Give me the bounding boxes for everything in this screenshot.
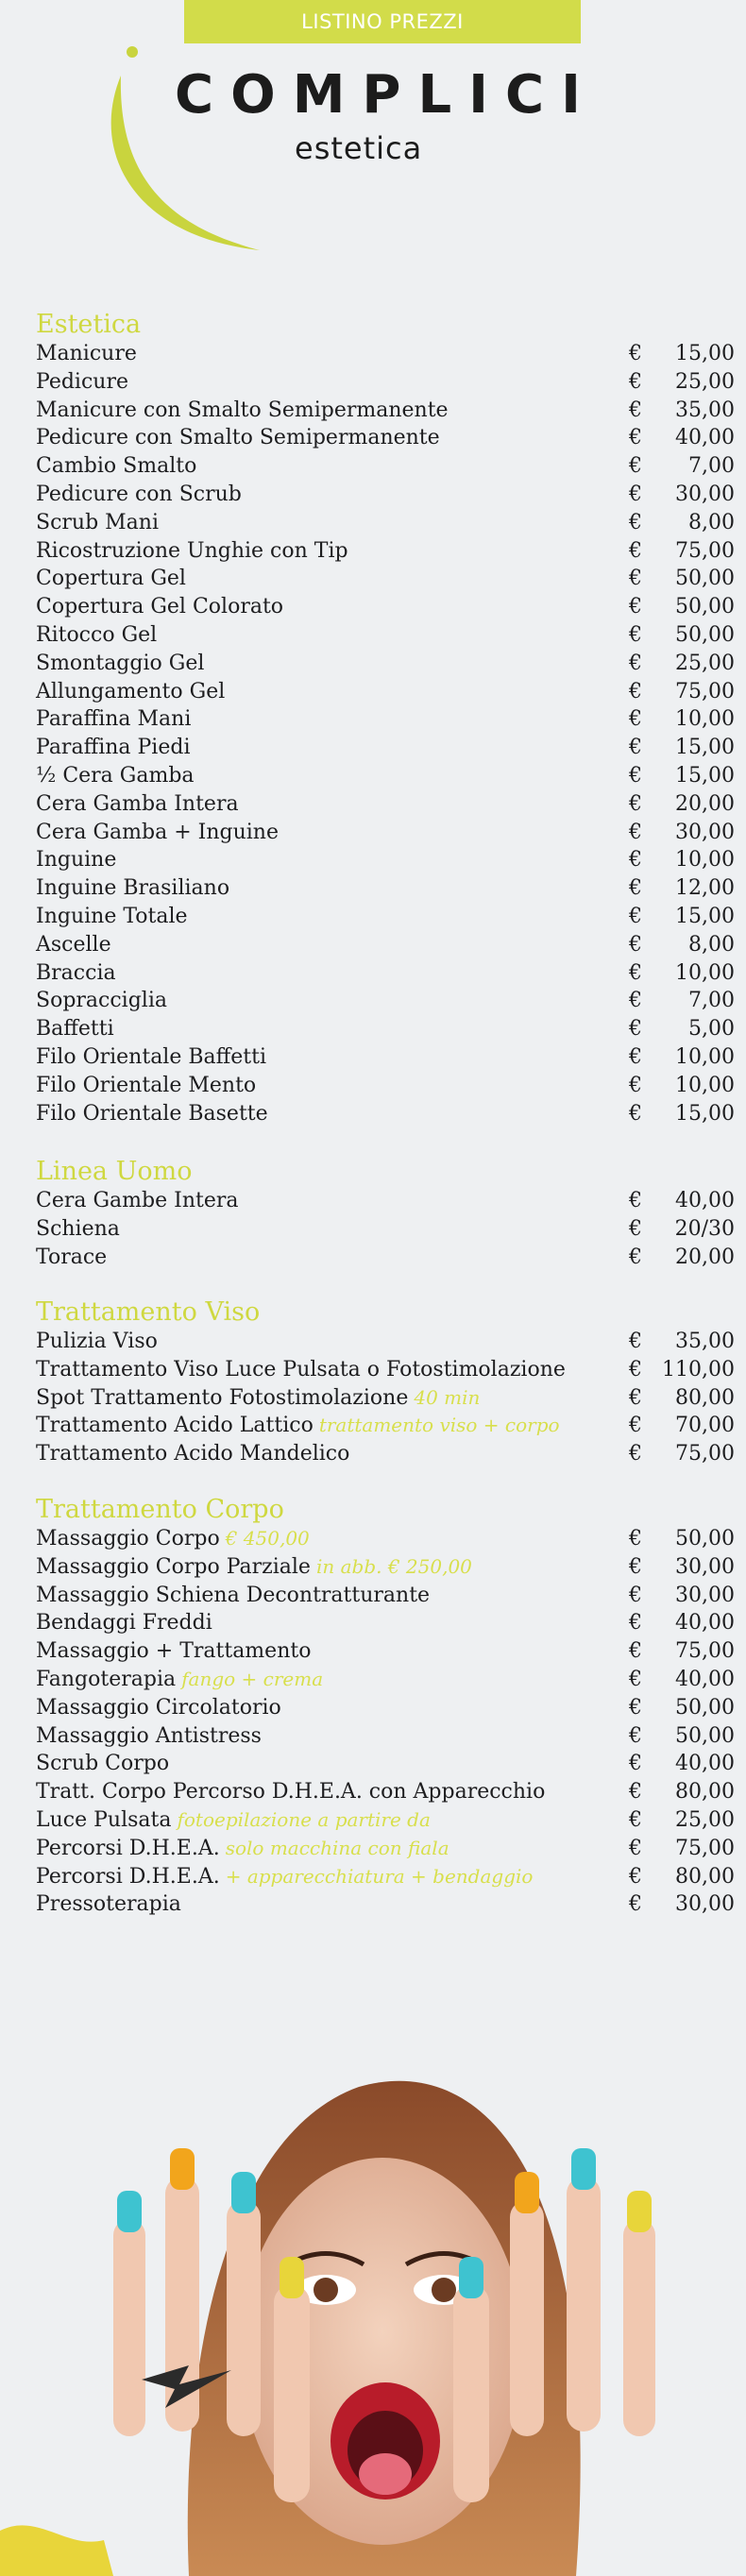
price-row — [36, 1668, 735, 1696]
service-label: Massaggio Antistress — [36, 1723, 262, 1748]
currency-symbol: € — [629, 369, 642, 394]
service-label: Bendaggi Freddi — [36, 1611, 212, 1635]
currency-symbol: € — [629, 932, 642, 957]
service-name — [36, 1808, 431, 1832]
service-name — [36, 567, 186, 590]
price-row — [36, 821, 735, 849]
service-label: Braccia — [36, 960, 116, 985]
currency-symbol: € — [629, 538, 642, 563]
currency-symbol: € — [629, 1864, 642, 1889]
service-price: 15,00 — [675, 763, 735, 788]
service-label: Spot Trattamento Fotostimolazione — [36, 1385, 409, 1410]
price-row — [36, 1442, 735, 1470]
price-row — [36, 1386, 735, 1415]
service-name — [36, 905, 188, 928]
service-label: Allungamento Gel — [36, 679, 226, 703]
service-label: Baffetti — [36, 1017, 114, 1042]
service-label: Massaggio Corpo — [36, 1527, 220, 1551]
service-name — [36, 1246, 107, 1269]
service-name — [36, 595, 283, 619]
service-price: 10,00 — [675, 960, 735, 985]
banner-listino-prezzi: LISTINO PREZZI — [184, 0, 581, 43]
service-price: 12,00 — [675, 876, 735, 901]
service-price: 40,00 — [675, 1611, 735, 1635]
trattamento-viso-list — [36, 1330, 735, 1470]
price-row — [36, 848, 735, 876]
service-price: 40,00 — [675, 426, 735, 450]
currency-symbol: € — [629, 510, 642, 534]
currency-symbol: € — [629, 1752, 642, 1776]
service-price: 20,00 — [675, 791, 735, 816]
service-name — [36, 961, 116, 985]
price-row — [36, 652, 735, 680]
price-row — [36, 1102, 735, 1130]
service-label: Filo Orientale Mento — [36, 1073, 257, 1097]
service-price: 50,00 — [675, 595, 735, 619]
estetica-list — [36, 342, 735, 1129]
currency-symbol: € — [629, 1723, 642, 1748]
price-row — [36, 595, 735, 623]
service-price: 75,00 — [675, 1442, 735, 1466]
service-label: Ricostruzione Unghie con Tip — [36, 538, 348, 563]
service-price: 50,00 — [675, 1723, 735, 1748]
currency-symbol: € — [629, 1836, 642, 1860]
service-price: 25,00 — [675, 1807, 735, 1832]
section-title-linea-uomo: Linea Uomo — [36, 1157, 193, 1186]
price-row — [36, 1045, 735, 1074]
service-price: 15,00 — [675, 904, 735, 928]
currency-symbol: € — [629, 1414, 642, 1438]
service-label: Ritocco Gel — [36, 622, 158, 647]
service-name — [36, 1045, 266, 1069]
currency-symbol: € — [629, 1101, 642, 1126]
currency-symbol: € — [629, 1639, 642, 1664]
brand-name: COMPLICI — [175, 64, 598, 126]
price-row — [36, 1892, 735, 1921]
service-price: 50,00 — [675, 622, 735, 647]
service-name — [36, 876, 229, 900]
service-price: 8,00 — [688, 510, 735, 534]
service-price: 8,00 — [688, 932, 735, 957]
price-row — [36, 1865, 735, 1893]
service-label: Sopracciglia — [36, 989, 167, 1013]
service-label: Inguine — [36, 848, 117, 873]
currency-symbol: € — [629, 989, 642, 1013]
price-row — [36, 1780, 735, 1808]
service-note: solo macchina con fiala — [225, 1836, 449, 1859]
service-price: 70,00 — [675, 1414, 735, 1438]
service-label: Pressoterapia — [36, 1892, 181, 1917]
price-row — [36, 483, 735, 511]
currency-symbol: € — [629, 595, 642, 619]
service-label: Trattamento Acido Mandelico — [36, 1442, 350, 1466]
service-price: 10,00 — [675, 1044, 735, 1069]
service-name — [36, 1386, 480, 1410]
service-price: 40,00 — [675, 1189, 735, 1212]
service-name — [36, 1358, 566, 1381]
price-row — [36, 1074, 735, 1102]
service-label: Scrub Mani — [36, 510, 160, 534]
service-name — [36, 680, 225, 703]
service-name — [36, 539, 348, 563]
service-price: 35,00 — [675, 398, 735, 422]
service-label: Filo Orientale Basette — [36, 1101, 268, 1126]
service-price: 30,00 — [675, 1892, 735, 1917]
currency-symbol: € — [629, 651, 642, 675]
price-row — [36, 567, 735, 595]
price-row — [36, 1217, 735, 1246]
service-name — [36, 454, 196, 478]
currency-symbol: € — [629, 960, 642, 985]
currency-symbol: € — [629, 1780, 642, 1805]
price-row — [36, 398, 735, 427]
service-label: Filo Orientale Baffetti — [36, 1044, 267, 1069]
linea-uomo-list — [36, 1189, 735, 1273]
service-price: 75,00 — [675, 538, 735, 563]
service-price: 110,00 — [662, 1357, 735, 1381]
service-note: € 450,00 — [225, 1527, 310, 1550]
service-name — [36, 736, 191, 759]
trattamento-corpo-list — [36, 1527, 735, 1921]
service-name — [36, 764, 195, 788]
service-label: Fangoterapia — [36, 1667, 177, 1691]
currency-symbol: € — [629, 567, 642, 591]
service-name — [36, 398, 449, 422]
service-price: 10,00 — [675, 707, 735, 732]
service-note: + apparecchiatura + bendaggio — [225, 1864, 534, 1888]
service-price: 40,00 — [675, 1752, 735, 1776]
service-name — [36, 933, 111, 957]
service-name — [36, 1865, 533, 1889]
service-label: ½ Cera Gamba — [36, 763, 195, 788]
price-row — [36, 1752, 735, 1780]
service-label: Percorsi D.H.E.A. — [36, 1864, 220, 1889]
service-name — [36, 707, 191, 731]
service-name — [36, 1696, 281, 1720]
currency-symbol: € — [629, 1385, 642, 1410]
service-name — [36, 1330, 158, 1353]
price-row — [36, 876, 735, 905]
price-row — [36, 1246, 735, 1274]
price-row — [36, 1555, 735, 1584]
service-name — [36, 1555, 472, 1579]
service-price: 35,00 — [675, 1330, 735, 1353]
service-price: 20,00 — [675, 1245, 735, 1269]
service-name — [36, 1217, 120, 1241]
currency-symbol: € — [629, 904, 642, 928]
price-row — [36, 370, 735, 398]
service-label: Pedicure — [36, 369, 128, 394]
service-label: Inguine Totale — [36, 904, 188, 928]
price-row — [36, 961, 735, 990]
currency-symbol: € — [629, 622, 642, 647]
service-label: Cambio Smalto — [36, 454, 197, 479]
service-label: Copertura Gel Colorato — [36, 595, 284, 619]
service-name — [36, 1102, 268, 1126]
price-row — [36, 1837, 735, 1865]
currency-symbol: € — [629, 1330, 642, 1353]
service-price: 10,00 — [675, 1073, 735, 1097]
price-row — [36, 933, 735, 961]
price-row — [36, 1358, 735, 1386]
service-price: 15,00 — [675, 1101, 735, 1126]
price-row — [36, 905, 735, 933]
service-note: fango + crema — [181, 1667, 324, 1690]
currency-symbol: € — [629, 1017, 642, 1042]
section-title-estetica: Estetica — [36, 310, 142, 339]
service-price: 80,00 — [675, 1780, 735, 1805]
service-name — [36, 821, 279, 844]
price-row — [36, 764, 735, 792]
service-price: 50,00 — [675, 1527, 735, 1551]
service-label: Trattamento Viso Luce Pulsata o Fotostimolazione — [36, 1357, 566, 1381]
currency-symbol: € — [629, 763, 642, 788]
service-price: 80,00 — [675, 1864, 735, 1889]
service-price: 30,00 — [675, 482, 735, 506]
currency-symbol: € — [629, 1611, 642, 1635]
service-label: Cera Gamba + Inguine — [36, 820, 279, 844]
currency-symbol: € — [629, 1667, 642, 1691]
woman-photo-illustration — [0, 1964, 746, 2576]
service-price: 25,00 — [675, 369, 735, 394]
service-note: fotoepilazione a partire da — [177, 1807, 431, 1831]
service-label: Pulizia Viso — [36, 1330, 158, 1353]
currency-symbol: € — [629, 454, 642, 479]
price-row — [36, 623, 735, 652]
service-label: Pedicure con Scrub — [36, 482, 242, 506]
price-row — [36, 454, 735, 483]
service-label: Massaggio + Trattamento — [36, 1639, 312, 1664]
service-price: 7,00 — [688, 989, 735, 1013]
service-label: Cera Gambe Intera — [36, 1189, 239, 1212]
service-label: Inguine Brasiliano — [36, 876, 230, 901]
service-price: 80,00 — [675, 1385, 735, 1410]
service-label: Ascelle — [36, 932, 111, 957]
price-row — [36, 1584, 735, 1612]
currency-symbol: € — [629, 1189, 642, 1212]
service-price: 25,00 — [675, 651, 735, 675]
currency-symbol: € — [629, 1527, 642, 1551]
section-title-trattamento-viso: Trattamento Viso — [36, 1297, 261, 1327]
price-row — [36, 1808, 735, 1837]
service-label: Cera Gamba Intera — [36, 791, 239, 816]
service-label: Scrub Corpo — [36, 1752, 170, 1776]
price-row — [36, 511, 735, 539]
service-name — [36, 1442, 349, 1466]
currency-symbol: € — [629, 1357, 642, 1381]
price-row — [36, 680, 735, 708]
currency-symbol: € — [629, 398, 642, 422]
service-name — [36, 370, 128, 394]
service-label: Tratt. Corpo Percorso D.H.E.A. con Apparecchio — [36, 1780, 546, 1805]
service-label: Copertura Gel — [36, 567, 186, 591]
service-name — [36, 426, 440, 449]
service-name — [36, 848, 116, 872]
currency-symbol: € — [629, 1583, 642, 1607]
currency-symbol: € — [629, 848, 642, 873]
price-row — [36, 792, 735, 821]
service-label: Trattamento Acido Lattico — [36, 1414, 314, 1438]
currency-symbol: € — [629, 791, 642, 816]
service-name — [36, 1584, 430, 1607]
price-row — [36, 1724, 735, 1753]
service-label: Schiena — [36, 1216, 120, 1241]
service-name — [36, 1752, 169, 1775]
currency-symbol: € — [629, 1245, 642, 1269]
brand-subtitle: estetica — [295, 130, 423, 166]
service-label: Paraffina Piedi — [36, 736, 191, 760]
currency-symbol: € — [629, 876, 642, 901]
section-title-trattamento-corpo: Trattamento Corpo — [36, 1495, 284, 1524]
service-name — [36, 1892, 181, 1916]
service-price: 20/30 — [674, 1216, 735, 1241]
currency-symbol: € — [629, 679, 642, 703]
service-price: 75,00 — [675, 1639, 735, 1664]
currency-symbol: € — [629, 1695, 642, 1720]
service-label: Massaggio Circolatorio — [36, 1695, 281, 1720]
currency-symbol: € — [629, 736, 642, 760]
service-label: Smontaggio Gel — [36, 651, 205, 675]
service-label: Torace — [36, 1245, 108, 1269]
service-name — [36, 623, 157, 647]
service-name — [36, 989, 167, 1012]
currency-symbol: € — [629, 426, 642, 450]
service-name — [36, 1837, 449, 1860]
service-price: 50,00 — [675, 1695, 735, 1720]
price-row — [36, 1696, 735, 1724]
price-row — [36, 1330, 735, 1358]
service-name — [36, 1527, 310, 1551]
currency-symbol: € — [629, 1044, 642, 1069]
service-label: Pedicure con Smalto Semipermanente — [36, 426, 440, 450]
service-price: 7,00 — [688, 454, 735, 479]
service-label: Manicure con Smalto Semipermanente — [36, 398, 449, 422]
price-row — [36, 1189, 735, 1217]
service-price: 15,00 — [675, 342, 735, 365]
service-name — [36, 792, 239, 816]
price-row — [36, 1639, 735, 1668]
service-label: Massaggio Corpo Parziale — [36, 1554, 311, 1579]
service-name — [36, 1611, 212, 1635]
price-row — [36, 1017, 735, 1045]
currency-symbol: € — [629, 342, 642, 365]
service-note: trattamento viso + corpo — [318, 1414, 560, 1437]
service-name — [36, 511, 159, 534]
price-row — [36, 1611, 735, 1639]
currency-symbol: € — [629, 820, 642, 844]
currency-symbol: € — [629, 1216, 642, 1241]
service-label: Massaggio Schiena Decontratturante — [36, 1583, 431, 1607]
currency-symbol: € — [629, 482, 642, 506]
service-price: 5,00 — [688, 1017, 735, 1042]
price-row — [36, 736, 735, 764]
service-name — [36, 1017, 114, 1041]
service-price: 30,00 — [675, 1554, 735, 1579]
service-price: 30,00 — [675, 1583, 735, 1607]
service-name — [36, 1074, 256, 1097]
service-price: 50,00 — [675, 567, 735, 591]
service-name — [36, 1639, 311, 1663]
service-price: 15,00 — [675, 736, 735, 760]
service-name — [36, 1724, 262, 1748]
service-label: Manicure — [36, 342, 137, 365]
price-row — [36, 1414, 735, 1442]
service-label: Luce Pulsata — [36, 1807, 172, 1832]
service-name — [36, 1414, 560, 1437]
price-row — [36, 539, 735, 568]
currency-symbol: € — [629, 1892, 642, 1917]
service-name — [36, 1189, 238, 1212]
price-row — [36, 1527, 735, 1555]
price-row — [36, 707, 735, 736]
service-name — [36, 483, 242, 506]
service-note: 40 min — [414, 1385, 481, 1409]
service-name — [36, 1780, 545, 1804]
service-price: 10,00 — [675, 848, 735, 873]
service-note: in abb. € 250,00 — [315, 1554, 472, 1578]
service-name — [36, 652, 204, 675]
service-price: 75,00 — [675, 679, 735, 703]
service-price: 75,00 — [675, 1836, 735, 1860]
service-label: Percorsi D.H.E.A. — [36, 1836, 220, 1860]
service-price: 30,00 — [675, 820, 735, 844]
currency-symbol: € — [629, 1554, 642, 1579]
price-row — [36, 989, 735, 1017]
service-price: 40,00 — [675, 1667, 735, 1691]
currency-symbol: € — [629, 1807, 642, 1832]
service-name — [36, 1668, 323, 1691]
currency-symbol: € — [629, 1442, 642, 1466]
price-row — [36, 426, 735, 454]
service-label: Paraffina Mani — [36, 707, 192, 732]
currency-symbol: € — [629, 1073, 642, 1097]
service-name — [36, 342, 137, 365]
currency-symbol: € — [629, 707, 642, 732]
price-row — [36, 342, 735, 370]
